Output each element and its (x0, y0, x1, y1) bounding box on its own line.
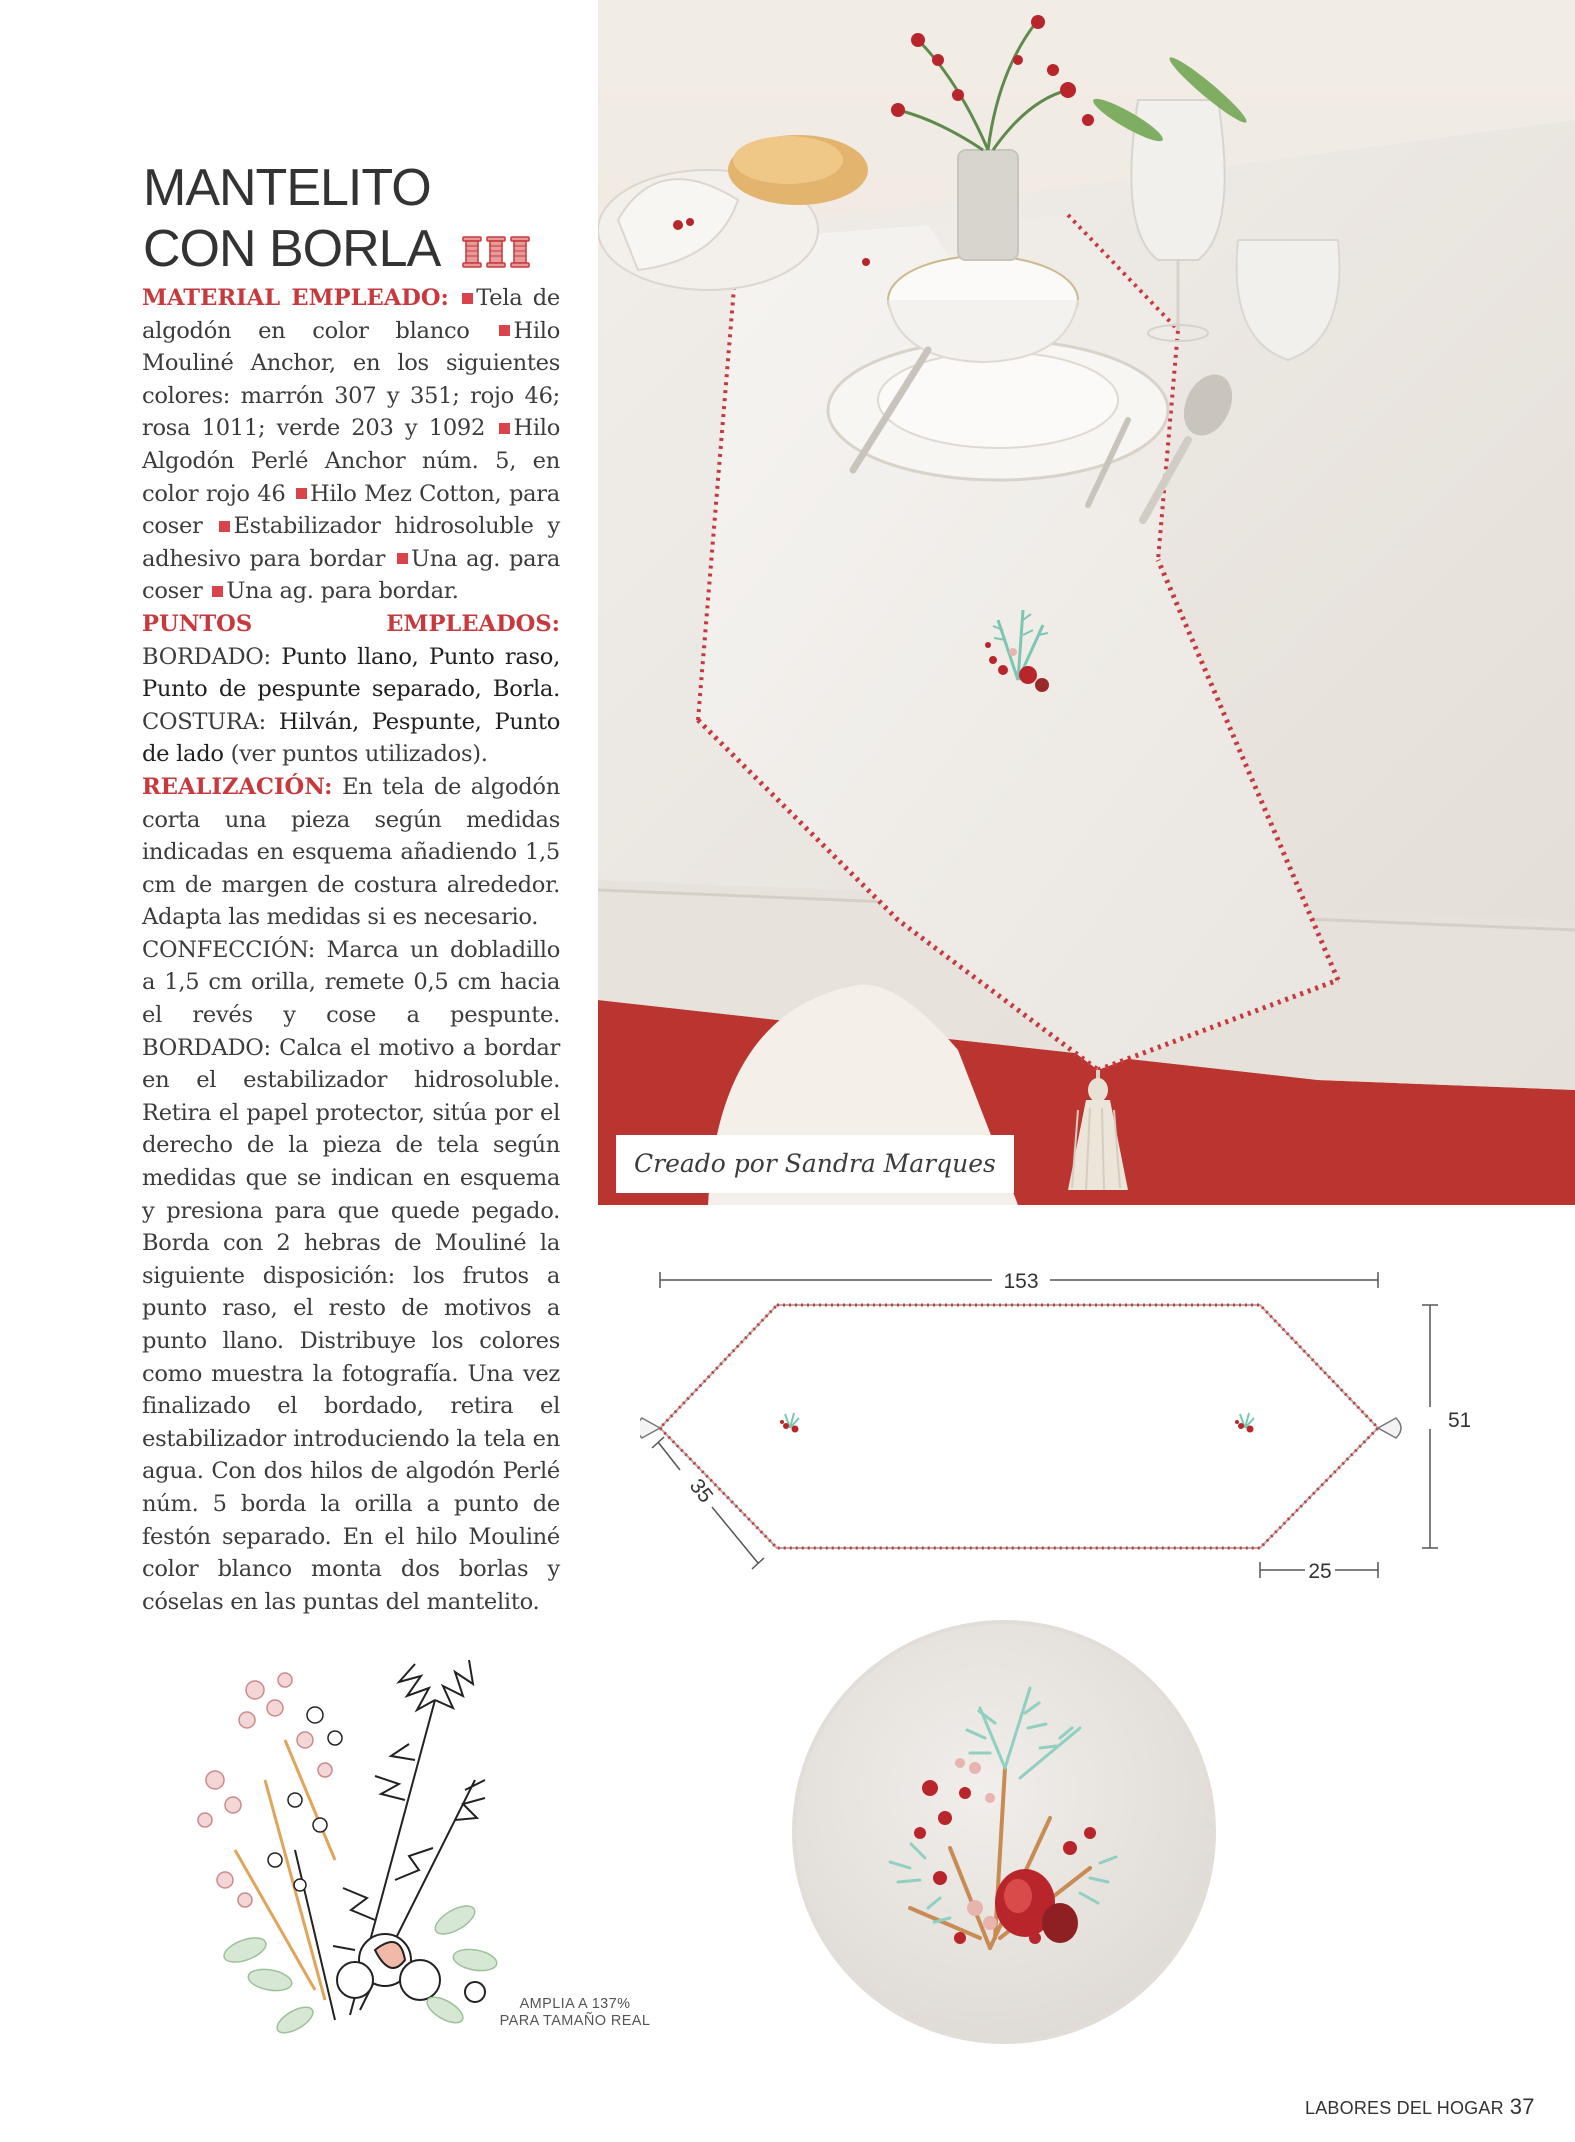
confeccion-paragraph (142, 934, 560, 1618)
title-line-1: MANTELITO (143, 159, 431, 217)
article-title (143, 158, 583, 283)
material-item: Una ag. para coser (142, 545, 560, 605)
dimension-point-label: 25 (1308, 1560, 1332, 1583)
dimension-width-label: 153 (1003, 1270, 1039, 1293)
puntos-paragraph (142, 608, 560, 771)
enlarge-note-line-2: PARA TAMAÑO REAL (499, 2013, 651, 2029)
page-footer (1305, 2094, 1535, 2120)
material-item: Estabilizador hidrosoluble y adhesivo para bordar (142, 513, 560, 572)
title-line-2: CON BORLA (143, 220, 438, 278)
material-item: Hilo Mouliné Anchor, en los siguientes colores: marrón 307 y 351; rojo 46; rosa 1011; verde 203 y 1092 (142, 317, 560, 442)
dimension-height-label: 51 (1448, 1409, 1470, 1432)
puntos-label: PUNTOS EMPLEADOS: (142, 610, 560, 637)
realizacion-label: REALIZACIÓN: (142, 773, 333, 800)
page-number: 37 (1509, 2094, 1535, 2119)
embroidery-detail-photo (790, 1618, 1218, 2046)
enlarge-note-line-1: AMPLIA A 137% (519, 1996, 631, 2012)
bullet-square-icon (499, 423, 510, 434)
bordado-label: BORDADO: (142, 643, 271, 670)
photo-credit: Creado por Sandra Marques (616, 1135, 1014, 1193)
realizacion-paragraph (142, 771, 560, 934)
bullet-square-icon (499, 325, 510, 336)
bullet-square-icon (296, 488, 307, 499)
material-item: Tela de algodón en color blanco (142, 285, 560, 344)
instructions-text (142, 282, 560, 1618)
material-paragraph (142, 282, 560, 608)
confeccion-text: CONFECCIÓN: Marca un dobladillo a 1,5 cm orilla, remete 0,5 cm hacia el revés y cose a pespunte. BORDADO: Calca el motivo a bordar en el estabilizador hidrosoluble. Retira el papel protector, sitúa por el derecho de la pieza de tela según medidas que se indican en esquema y presiona para que quede pegado. Borda con 2 hebras de Mouliné la siguiente disposición: los frutos a punto raso, el resto de motivos a punto llano. Distribuye los colores como muestra la fotografía. Una vez finalizado el bordado, retira el estabilizador introduciendo la tela en agua. Con dos hilos de algodón Perlé núm. 5 borda la orilla a punto de festón separado. En el hilo Mouliné color blanco monta dos borlas y cóselas en las puntas del mantelito. (142, 936, 560, 1615)
difficulty-spools-icon (461, 222, 533, 283)
bullet-square-icon (219, 521, 230, 532)
measurement-diagram (640, 1245, 1470, 1605)
material-item: Hilo Algodón Perlé Anchor núm. 5, en color rojo 46 (142, 415, 560, 507)
table-runner-photo (598, 0, 1575, 1205)
material-item: Hilo Mez Cotton, para coser (142, 480, 560, 540)
costura-label: COSTURA: (142, 708, 266, 735)
realizacion-text: En tela de algodón corta una pieza según medidas indicadas en esquema añadiendo 1,5 cm de margen de costura alrededor. Adapta las medidas si es necesario. (142, 773, 560, 931)
costura-stitches: Hilván, Pespunte, Punto de lado (142, 708, 560, 768)
magazine-name: LABORES DEL HOGAR (1305, 2098, 1504, 2118)
material-label: MATERIAL EMPLEADO: (142, 285, 449, 311)
bullet-square-icon (212, 586, 223, 597)
bordado-stitches: Punto llano, Punto raso, Punto de pespunte separado, Borla. (142, 643, 560, 703)
bullet-square-icon (462, 293, 473, 304)
embroidery-pattern-drawing (175, 1620, 545, 2060)
bullet-square-icon (397, 553, 408, 564)
stitches-reference: (ver puntos utilizados). (230, 741, 488, 768)
material-item: Una ag. para bordar. (226, 578, 459, 605)
dimension-side-label: 35 (684, 1474, 718, 1508)
enlarge-note (470, 1996, 680, 2030)
